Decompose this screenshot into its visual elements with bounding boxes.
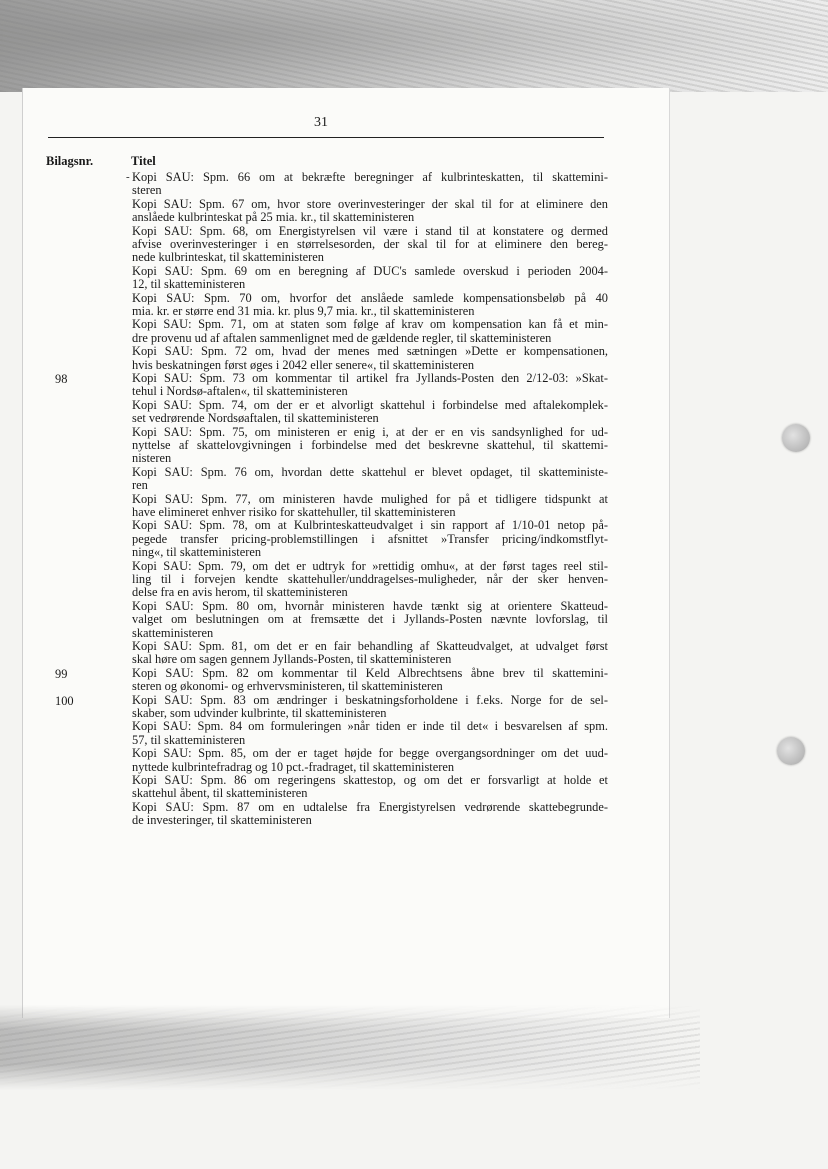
entry-line: Kopi SAU: Spm. 72 om, hvad der menes med sætningen »Dette er kompensationen, xyxy=(132,344,608,359)
bilag-number: 99 xyxy=(55,666,68,681)
entry-line: Kopi SAU: Spm. 82 om kommentar til Keld Albrechtsens åbne brev til skattemini- xyxy=(132,665,608,680)
column-header-bilagsnr: Bilagsnr. xyxy=(46,154,94,168)
entry-line: steren og økonomi- og erhvervsministeren, til skatteministeren xyxy=(132,679,443,694)
bilag-number: 98 xyxy=(55,372,68,386)
entry-line: Kopi SAU: Spm. 76 om, hvordan dette skattehul er blevet opdaget, til skatteministe- xyxy=(132,464,608,479)
entry-line: nyttelse af skattelovgivningen i forbindelse med det beskrevne skattehul, til skattemi- xyxy=(132,438,608,452)
entry-line: Kopi SAU: Spm. 79, om det er udtryk for »rettidig omhu«, at der først tages reel stil- xyxy=(132,558,608,573)
entry-line: steren xyxy=(132,183,162,198)
entry-line: Kopi SAU: Spm. 74, om der er et alvorligt skattehul i forbindelse med aftalekomplek- xyxy=(132,397,608,412)
entry-line: afvise overinvesteringer i en størrelsesorden, der skal til for at eliminere den bereg- xyxy=(132,237,608,251)
entry-title xyxy=(132,225,608,265)
punch-hole xyxy=(777,737,805,765)
entry-title xyxy=(132,519,608,559)
entry-line: Kopi SAU: Spm. 84 om formuleringen »når tiden er inde til det« i besvarelsen af spm. xyxy=(132,719,608,734)
entry-line: 57, til skatteministeren xyxy=(132,732,246,747)
entry-title xyxy=(132,399,608,426)
entry-line: Kopi SAU: Spm. 67 om, hvor store overinvesteringer der skal til for at eliminere den xyxy=(132,196,608,211)
entry-line: Kopi SAU: Spm. 71, om at staten som følge af krav om kompensation kan få et min- xyxy=(132,317,608,332)
entry-line: de investeringer, til skatteministeren xyxy=(132,813,312,828)
entry-line: 12, til skatteministeren xyxy=(132,277,246,292)
entry-line: nisteren xyxy=(132,451,172,466)
entry-line: tehul i Nordsø-aftalen«, til skatteministeren xyxy=(132,384,348,399)
entry-title xyxy=(132,265,608,292)
entry-line: Kopi SAU: Spm. 69 om en beregning af DUC's samlede overskud i perioden 2004- xyxy=(132,263,608,278)
entry-line: nede kulbrinteskat, til skatteministeren xyxy=(132,250,325,265)
entry-line: Kopi SAU: Spm. 73 om kommentar til artikel fra Jyllands-Posten den 2/12-03: »Skat- xyxy=(132,371,608,385)
page-number: 31 xyxy=(314,115,328,130)
entry-line: ning«, til skatteministeren xyxy=(132,545,262,560)
entry-line: mia. kr. er større end 31 mia. kr. plus 9,7 mia. kr., til skatteministeren xyxy=(132,304,475,318)
entry-line: Kopi SAU: Spm. 87 om en udtalelse fra Energistyrelsen vedrørende skattebegrunde- xyxy=(132,799,608,814)
entry-line: skal høre om sagen gennem Jyllands-Posten, til skatteministeren xyxy=(132,652,452,667)
entry-title xyxy=(132,600,608,640)
entry-line: Kopi SAU: Spm. 85, om der er taget højde for begge overgangsordninger om det uud- xyxy=(132,746,608,761)
entry-title xyxy=(132,198,608,225)
entry-line: dre provenu ud af aftalen sammenlignet med de gældende regler, til skatteministeren xyxy=(132,330,552,345)
entry-line: Kopi SAU: Spm. 86 om regeringens skattestop, og om det er forsvarligt at holde et xyxy=(132,773,608,787)
entry-line: Kopi SAU: Spm. 70 om, hvorfor det anslåede samlede kompensationsbeløb på 40 xyxy=(132,290,608,305)
scan-shadow-bottom xyxy=(0,1005,700,1090)
entry-title xyxy=(132,426,608,466)
header-rule xyxy=(48,137,604,138)
entry-line: ren xyxy=(132,478,148,493)
entry-line: Kopi SAU: Spm. 81, om det er en fair behandling af Skatteudvalget, at udvalget først xyxy=(132,639,608,653)
entry-title xyxy=(132,640,608,667)
dash-mark: - xyxy=(126,171,130,183)
entry-line: Kopi SAU: Spm. 77, om ministeren havde mulighed for på et tidligere tidspunkt at xyxy=(132,491,608,506)
entry-line: set vedrørende Nordsøaftalen, til skatteministeren xyxy=(132,411,379,426)
entry-title xyxy=(132,720,608,747)
entry-line: skattehul åbent, til skatteministeren xyxy=(132,786,308,801)
entry-line: Kopi SAU: Spm. 78, om at Kulbrinteskatteudvalget i sin rapport af 1/10-01 netop på- xyxy=(132,518,608,533)
entry-title xyxy=(132,171,608,198)
entry-line: Kopi SAU: Spm. 66 om at bekræfte beregninger af kulbrinteskatten, til skattemini- xyxy=(132,170,608,184)
scan-shadow-top xyxy=(0,0,828,92)
entry-line: skatteministeren xyxy=(132,625,214,640)
entry-line: Kopi SAU: Spm. 80 om, hvornår ministeren havde tænkt sig at orientere Skatteud- xyxy=(132,598,608,613)
entry-line: pegede transfer pricing-problemstillingen i afsnittet »Transfer pricing/indkomstflyt- xyxy=(132,531,608,546)
entry-title xyxy=(132,801,608,828)
entry-line: Kopi SAU: Spm. 75, om ministeren er enig i, at der er en vis sandsynlighed for ud- xyxy=(132,424,608,439)
entry-line: delse fra en avis herom, til skatteministeren xyxy=(132,585,348,600)
entry-title xyxy=(132,345,608,372)
entry-line: hvis beskatningen først øges i 2042 eller senere«, til skatteministeren xyxy=(132,357,475,372)
entry-title xyxy=(132,747,608,774)
entry-line: nyttede kulbrintefradrag og 10 pct.-fradraget, til skatteministeren xyxy=(132,759,455,774)
entry-line: ling til i forvejen kendte skattehuller/unddragelses-muligheder, når der sker henven- xyxy=(132,572,608,586)
entry-line: Kopi SAU: Spm. 83 om ændringer i beskatningsforholdene i f.eks. Norge for de sel- xyxy=(132,692,608,707)
entry-title xyxy=(132,318,608,345)
entry-title xyxy=(132,694,608,721)
entry-line: Kopi SAU: Spm. 68, om Energistyrelsen vil være i stand til at konstatere og dermed xyxy=(132,223,608,238)
entry-title xyxy=(132,493,608,520)
entry-title xyxy=(132,774,608,801)
column-header-titel: Titel xyxy=(131,154,156,168)
entry-title xyxy=(132,372,608,399)
entry-title xyxy=(132,560,608,600)
entry-title xyxy=(132,292,608,319)
bilag-number: 100 xyxy=(55,693,74,708)
entry-line: valget om beslutningen om at fremsætte det i Jyllands-Posten nævnte lovforslag, til xyxy=(132,612,608,627)
punch-hole xyxy=(782,424,810,452)
entry-line: have elimineret enhver risiko for skattehuller, til skatteministeren xyxy=(132,505,456,519)
entry-line: skaber, som udvinder kulbrinte, til skatteministeren xyxy=(132,706,387,720)
entry-line: anslåede kulbrinteskat på 25 mia. kr., til skatteministeren xyxy=(132,210,415,225)
entry-title xyxy=(132,667,608,694)
entry-title xyxy=(132,466,608,493)
